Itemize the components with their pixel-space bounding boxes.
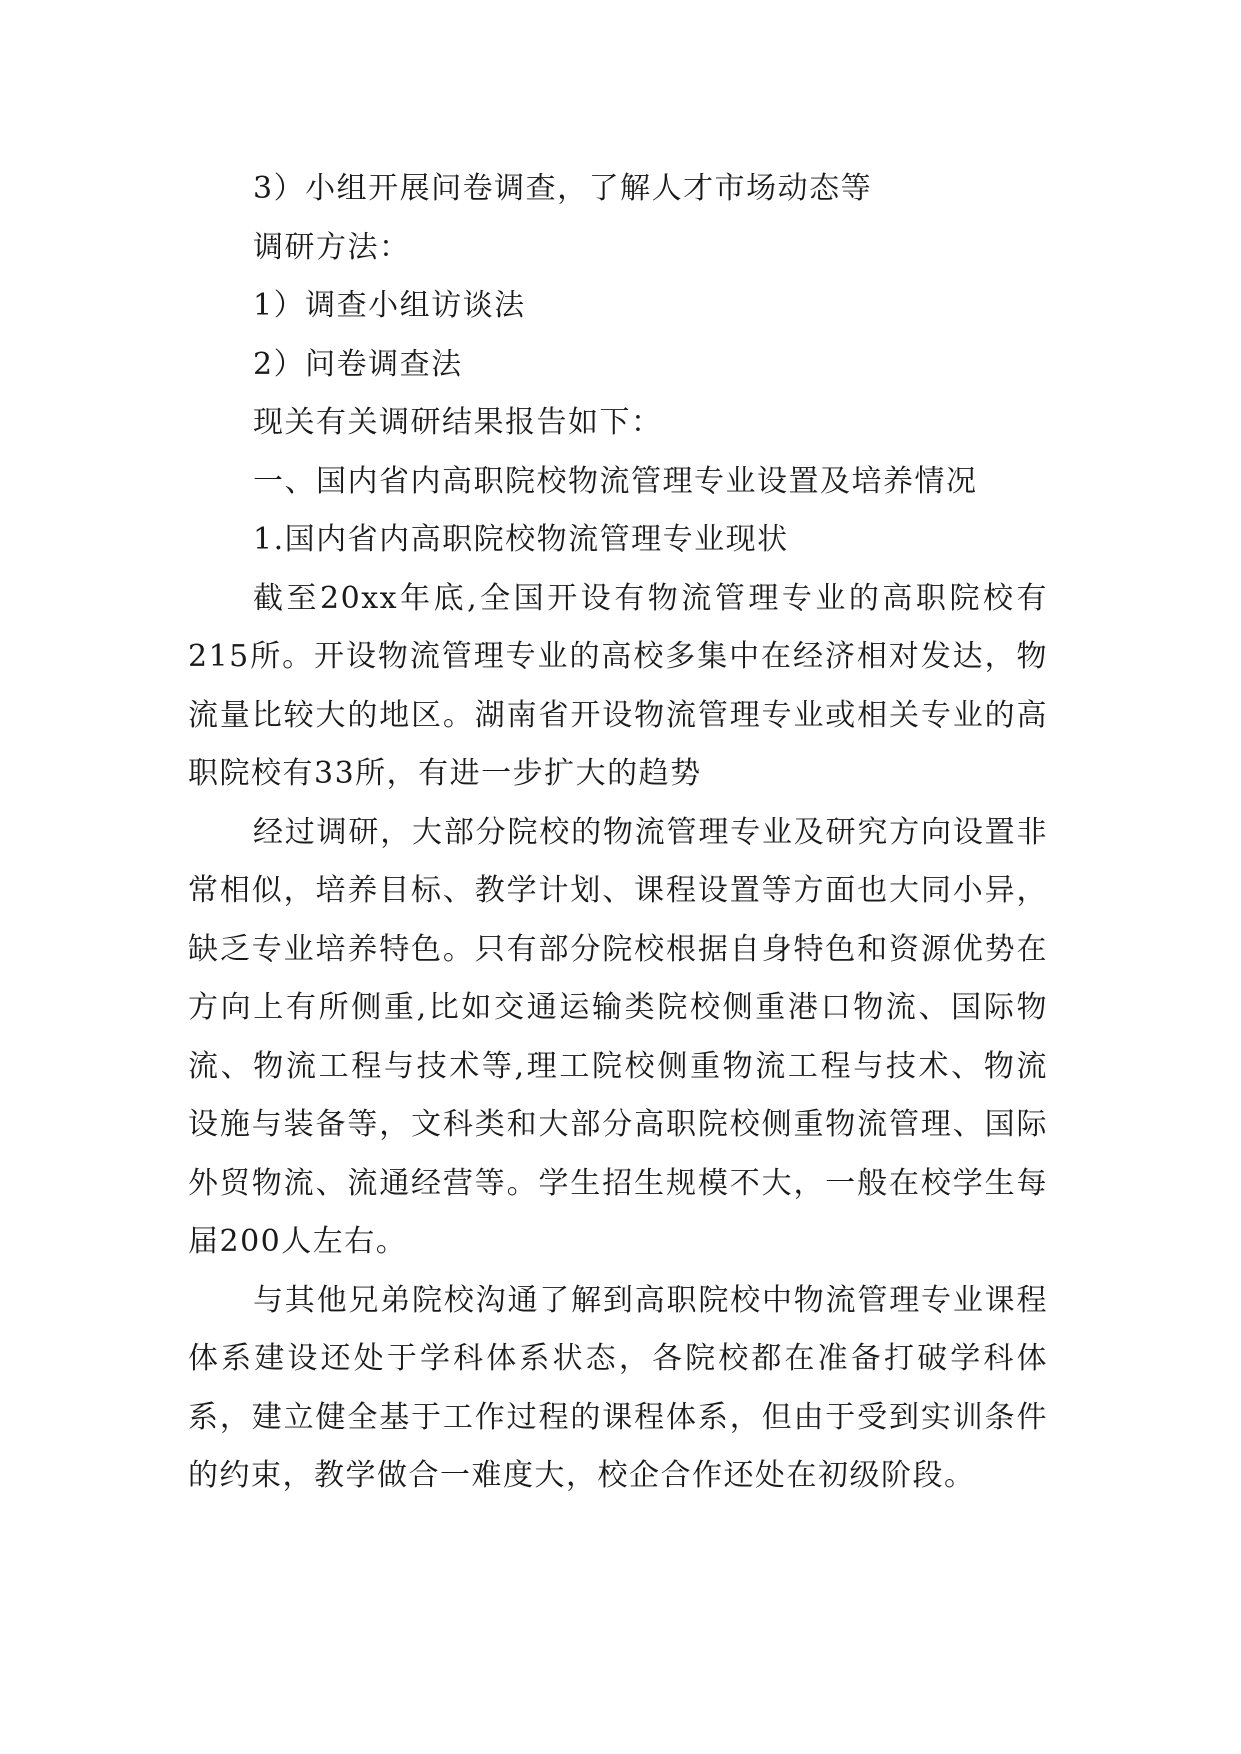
report-intro: 现关有关调研结果报告如下：	[253, 405, 663, 440]
paragraph-curriculum: 与其他兄弟院校沟通了解到高职院校中物流管理专业课程体系建设还处于学科体系状态，各院校都在准备打破学科体系，建立健全基于工作过程的课程体系，但由于受到实训条件的约束，教学做合一难度大，校企合作还处在初级阶段。	[188, 1282, 1048, 1493]
subsection-heading-1-1: 1.国内省内高职院校物流管理专业现状	[253, 522, 789, 557]
method-item-2: 2）问卷调查法	[253, 346, 463, 382]
method-item-1: 1）调查小组访谈法	[253, 288, 526, 323]
section-heading-1: 一、国内省内高职院校物流管理专业设置及培养情况	[253, 463, 978, 499]
research-methods-heading: 调研方法：	[253, 229, 411, 265]
paragraph-statistics: 截至20xx年底,全国开设有物流管理专业的高职院校有215所。开设物流管理专业的高校多集中在经济相对发达，物流量比较大的地区。湖南省开设物流管理专业或相关专业的高职院校有33所，有进一步扩大的趋势	[188, 580, 1048, 791]
list-item-survey-3: 3）小组开展问卷调查，了解人才市场动态等	[253, 171, 873, 206]
document-body	[188, 160, 1048, 1506]
paragraph-findings: 经过调研，大部分院校的物流管理专业及研究方向设置非常相似，培养目标、教学计划、课程设置等方面也大同小异，缺乏专业培养特色。只有部分院校根据自身特色和资源优势在方向上有所侧重,比如交通运输类院校侧重港口物流、国际物流、物流工程与技术等,理工院校侧重物流工程与技术、物流设施与装备等，文科类和大部分高职院校侧重物流管理、国际外贸物流、流通经营等。学生招生规模不大，一般在校学生每届200人左右。	[188, 814, 1048, 1259]
